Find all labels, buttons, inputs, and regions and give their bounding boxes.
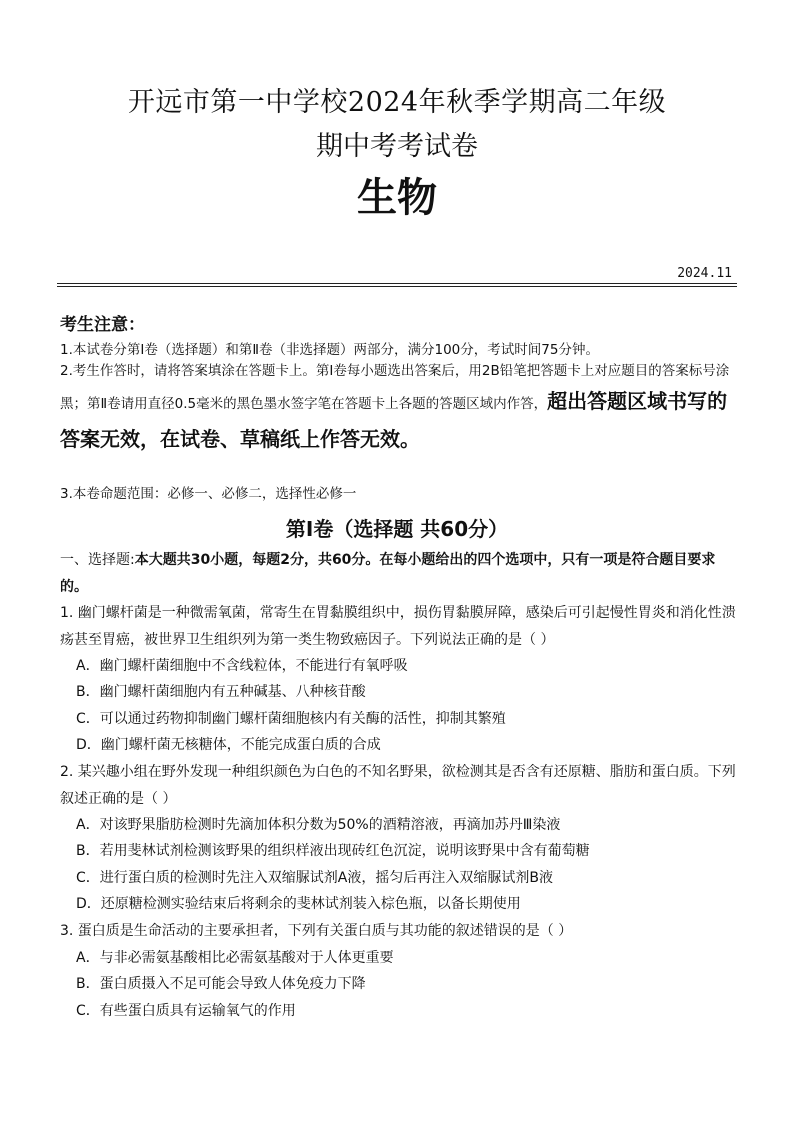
question-option: D．幽门螺杆菌无核糖体，不能完成蛋白质的合成 — [76, 737, 381, 753]
question-option: C．可以通过药物抑制幽门螺杆菌细胞核内有关酶的活性，抑制其繁殖 — [76, 711, 506, 727]
notice-item-1: 1.本试卷分第Ⅰ卷（选择题）和第Ⅱ卷（非选择题）两部分，满分100分，考试时间75分钟。 — [60, 342, 599, 358]
notice-item-2 — [60, 361, 735, 458]
question-option: C．有些蛋白质具有运输氧气的作用 — [76, 1003, 296, 1019]
subject-title: 生物 — [357, 175, 437, 221]
question-stem: 3. 蛋白质是生命活动的主要承担者，下列有关蛋白质与其功能的叙述错误的是（ ） — [60, 923, 573, 939]
question-option: C．进行蛋白质的检测时先注入双缩脲试剂A液，摇匀后再注入双缩脲试剂B液 — [76, 870, 553, 886]
section-intro-text: 本大题共30小题，每题2分，共60分。在每小题给出的四个选项中，只有一项是符合题目要求的。 — [60, 552, 716, 595]
question-option: A．与非必需氨基酸相比必需氨基酸对于人体更重要 — [76, 950, 394, 966]
exam-title: 期中考考试卷 — [316, 131, 478, 162]
notice-item-3: 3.本卷命题范围：必修一、必修二，选择性必修一 — [60, 486, 357, 502]
notice-item-2-text: 2.考生作答时，请将答案填涂在答题卡上。第Ⅰ卷每小题选出答案后，用2B铅笔把答题卡上对应题目的答案标号涂黑；第Ⅱ卷请用直径0.5毫米的黑色墨水签字笔在答题卡上各题的答题区域内作答， — [60, 363, 730, 412]
question-option: A．幽门螺杆菌细胞中不含线粒体，不能进行有氧呼吸 — [76, 658, 408, 674]
exam-date: 2024.11 — [677, 266, 732, 281]
question-option: A．对该野果脂肪检测时先滴加体积分数为50%的酒精溶液，再滴加苏丹Ⅲ染液 — [76, 817, 561, 833]
notice-heading: 考生注意： — [60, 315, 145, 335]
question-option: B．若用斐林试剂检测该野果的组织样液出现砖红色沉淀，说明该野果中含有葡萄糖 — [76, 843, 590, 859]
divider-line — [57, 286, 737, 287]
school-title: 开远市第一中学校2024年秋季学期高二年级 — [127, 87, 667, 118]
section-title: 第Ⅰ卷（选择题 共60分） — [285, 517, 509, 541]
question-stem: 1. 幽门螺杆菌是一种微需氧菌，常寄生在胃黏膜组织中，损伤胃黏膜屏障，感染后可引起慢性胃炎和消化性溃疡甚至胃癌，被世界卫生组织列为第一类生物致癌因子。下列说法正确的是（ ） — [60, 605, 736, 648]
notice-item-2-emphasis: 超出答题区域书写的答案无效，在试卷、草稿纸上作答无效。 — [60, 389, 728, 451]
question-option: B．幽门螺杆菌细胞内有五种碱基、八种核苷酸 — [76, 684, 366, 700]
question-option: B．蛋白质摄入不足可能会导致人体免疫力下降 — [76, 976, 366, 992]
question-stem: 2. 某兴趣小组在野外发现一种组织颜色为白色的不知名野果，欲检测其是否含有还原糖、脂肪和蛋白质。下列叙述正确的是（ ） — [60, 764, 736, 807]
section-intro-label: 一、选择题: — [60, 552, 135, 568]
question-option: D．还原糖检测实验结束后将剩余的斐林试剂装入棕色瓶，以备长期使用 — [76, 896, 521, 912]
section-intro — [60, 547, 740, 600]
divider-line — [57, 283, 737, 284]
